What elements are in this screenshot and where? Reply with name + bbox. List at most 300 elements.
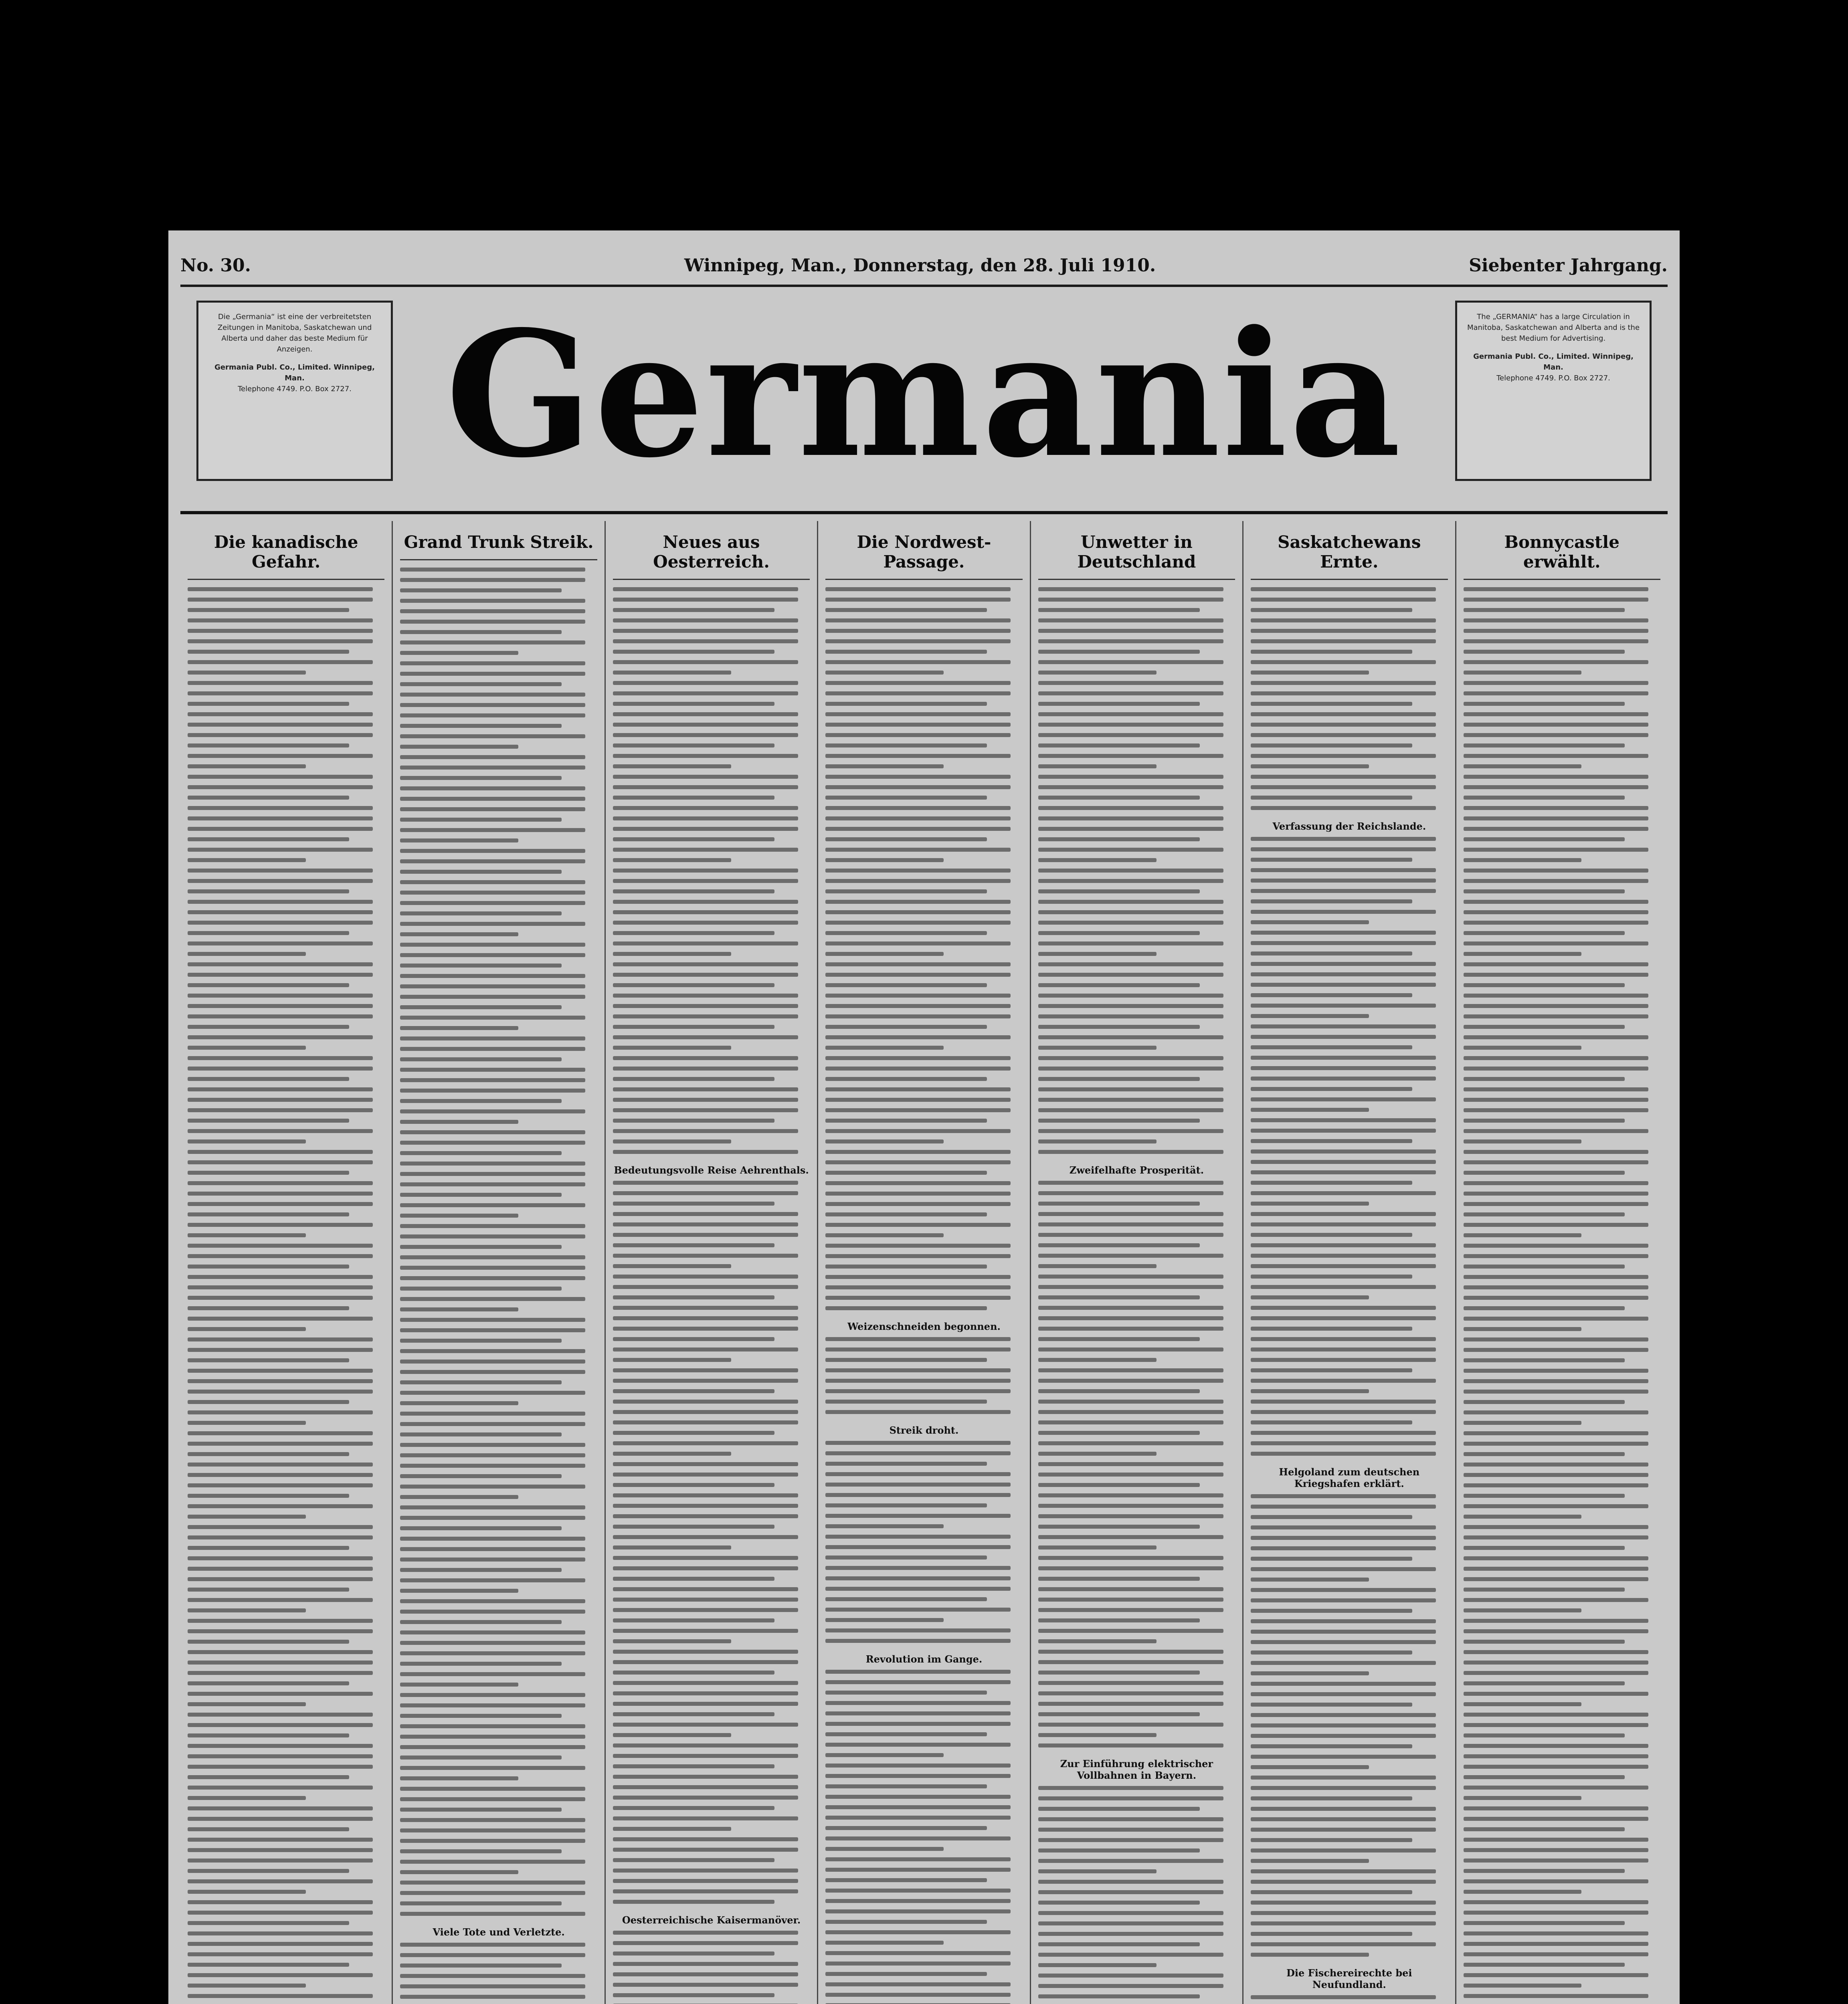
text-line <box>825 1587 1011 1591</box>
text-line <box>1464 1848 1649 1852</box>
text-line <box>825 764 944 768</box>
text-line <box>400 1162 585 1166</box>
text-line <box>825 1889 1011 1893</box>
text-line <box>613 848 798 852</box>
text-line <box>400 1078 585 1082</box>
text-line <box>1251 1901 1436 1905</box>
text-line <box>1038 1389 1200 1393</box>
text-line <box>188 869 373 873</box>
text-line <box>613 1931 798 1935</box>
article-body <box>188 587 384 2004</box>
text-line <box>1251 1650 1412 1655</box>
text-line <box>1251 1505 1436 1509</box>
text-line <box>1464 1546 1625 1550</box>
column-6 <box>1243 521 1456 2004</box>
text-line <box>613 1587 798 1591</box>
text-line <box>613 1327 798 1331</box>
text-line <box>1251 1890 1412 1894</box>
text-line <box>825 921 1011 925</box>
text-line <box>1251 1129 1436 1133</box>
text-line <box>1464 1483 1649 1487</box>
text-line <box>613 1473 798 1477</box>
text-line <box>188 608 349 612</box>
text-line <box>1251 1494 1436 1498</box>
text-line <box>1038 1368 1223 1372</box>
text-line <box>825 848 1011 852</box>
text-line <box>825 1192 1011 1196</box>
text-line <box>1464 1504 1649 1508</box>
text-line <box>1038 691 1223 695</box>
text-line <box>613 1181 798 1185</box>
text-line <box>188 733 373 737</box>
text-line <box>1251 941 1436 945</box>
text-line <box>400 1266 585 1270</box>
text-line <box>1464 1192 1649 1196</box>
left-info-text: Die „Germania“ ist eine der verbreitetsten Zeitungen in Manitoba, Saskatchewan und Alberta und daher das beste Medium für Anzeigen. <box>217 313 372 354</box>
text-line <box>1251 910 1436 914</box>
text-line <box>188 1139 306 1143</box>
text-line <box>188 1890 306 1894</box>
text-line <box>188 1733 349 1737</box>
text-line <box>613 983 774 987</box>
text-line <box>400 703 585 707</box>
article-body <box>613 1931 810 2004</box>
text-line <box>1251 1671 1369 1675</box>
text-line <box>613 1222 798 1226</box>
left-info-publisher: Germania Publ. Co., Limited. Winnipeg, Man. <box>214 363 375 382</box>
text-line <box>1251 1420 1412 1424</box>
text-line <box>188 743 349 747</box>
text-line <box>188 1129 373 1133</box>
text-line <box>188 1358 349 1362</box>
text-line <box>1038 1681 1223 1685</box>
text-line <box>613 1441 798 1445</box>
text-line <box>188 1681 349 1685</box>
text-line <box>1464 1608 1582 1612</box>
text-line <box>188 827 373 831</box>
text-line <box>1251 1723 1436 1727</box>
text-line <box>1038 1295 1200 1299</box>
text-line <box>1464 1515 1582 1519</box>
text-line <box>825 1639 1011 1643</box>
text-line <box>1464 671 1582 675</box>
text-line <box>825 1296 1011 1300</box>
text-line <box>188 1556 373 1560</box>
subheading: Viele Tote und Verletzte. <box>433 1926 565 1938</box>
text-line <box>1251 868 1436 872</box>
text-line <box>1038 660 1223 664</box>
text-line <box>188 702 349 706</box>
text-line <box>613 1879 798 1883</box>
text-line <box>400 1380 562 1384</box>
text-line <box>825 1441 1011 1445</box>
text-line <box>613 1129 798 1133</box>
issue-number: No. 30. <box>180 255 251 276</box>
text-line <box>613 1212 798 1216</box>
text-line <box>613 931 774 935</box>
text-line <box>400 578 585 582</box>
text-line <box>1038 1838 1223 1842</box>
text-line <box>400 1464 585 1468</box>
text-line <box>1251 1546 1436 1550</box>
text-line <box>188 1265 349 1269</box>
text-line <box>400 1693 585 1697</box>
text-line <box>400 1057 562 1061</box>
text-line <box>188 1233 306 1237</box>
text-line <box>1038 764 1157 768</box>
text-line <box>1038 1796 1223 1800</box>
text-line <box>1251 837 1436 841</box>
text-line <box>1251 1275 1412 1279</box>
text-line <box>1038 754 1223 758</box>
text-line <box>1251 1004 1436 1008</box>
text-line <box>1464 618 1649 622</box>
text-line <box>825 1878 987 1882</box>
text-line <box>188 1713 373 1717</box>
text-line <box>1464 702 1625 706</box>
right-info-publisher: Germania Publ. Co., Limited. Winnipeg, Man. <box>1473 352 1634 372</box>
text-line <box>825 1379 1011 1383</box>
text-line <box>825 1108 1011 1112</box>
text-line <box>1038 1880 1223 1884</box>
text-line <box>1038 869 1223 873</box>
text-line <box>1464 1838 1649 1842</box>
text-line <box>1464 1212 1625 1216</box>
text-line <box>400 932 518 936</box>
text-line <box>825 1514 1011 1518</box>
text-line <box>825 1576 1011 1580</box>
text-line <box>188 994 373 998</box>
text-line <box>613 1285 798 1289</box>
text-line <box>188 1911 373 1915</box>
text-line <box>1251 1222 1436 1226</box>
text-line <box>188 1421 306 1425</box>
text-line <box>400 891 585 895</box>
text-line <box>613 869 798 873</box>
text-line <box>1251 1557 1412 1561</box>
text-line <box>400 1151 562 1155</box>
text-line <box>1038 879 1223 883</box>
text-line <box>400 922 585 926</box>
text-line <box>825 1202 1011 1206</box>
text-line <box>1038 1254 1223 1258</box>
text-line <box>1038 1723 1223 1727</box>
text-line <box>1038 1712 1200 1716</box>
text-line <box>613 827 798 831</box>
text-line <box>613 671 731 675</box>
text-line <box>188 973 373 977</box>
text-line <box>188 1004 373 1008</box>
text-line <box>1464 1994 1649 1998</box>
headline: Die Nordwest-Passage. <box>825 532 1022 580</box>
text-line <box>188 1869 349 1873</box>
text-line <box>1464 1139 1582 1143</box>
text-line <box>1038 743 1200 747</box>
text-line <box>613 1119 774 1123</box>
text-line <box>1038 1181 1223 1185</box>
text-line <box>400 911 562 915</box>
text-line <box>188 1827 349 1831</box>
text-line <box>400 870 562 874</box>
text-line <box>1464 1494 1625 1498</box>
text-line <box>613 1723 798 1727</box>
text-line <box>400 1578 585 1582</box>
text-line <box>825 1524 944 1528</box>
text-line <box>400 620 585 624</box>
text-line <box>188 1035 373 1039</box>
text-line <box>613 1306 798 1310</box>
text-line <box>1464 629 1649 633</box>
text-line <box>1464 1733 1625 1737</box>
text-line <box>188 1483 373 1487</box>
article-body <box>613 587 810 1154</box>
text-line <box>188 1994 373 1998</box>
text-line <box>1038 1410 1223 1414</box>
text-line <box>400 964 562 968</box>
text-line <box>1251 1609 1412 1613</box>
text-line <box>1251 1181 1412 1185</box>
text-line <box>1464 1223 1649 1227</box>
text-line <box>400 630 562 634</box>
text-line <box>613 1598 798 1602</box>
text-line <box>188 1296 373 1300</box>
text-line <box>825 973 1011 977</box>
text-line <box>1464 1535 1649 1539</box>
text-line <box>1038 1222 1223 1226</box>
text-line <box>1038 1285 1223 1289</box>
text-line <box>400 995 585 999</box>
text-line <box>188 1629 373 1633</box>
text-line <box>1251 1755 1436 1759</box>
text-line <box>188 1546 349 1550</box>
text-line <box>613 1972 798 1976</box>
text-line <box>188 1702 306 1706</box>
text-line <box>1038 1535 1223 1539</box>
text-line <box>613 1233 798 1237</box>
text-line <box>400 1735 585 1739</box>
text-line <box>1038 1035 1223 1039</box>
text-line <box>613 660 798 664</box>
headline: Unwetter in Deutschland <box>1038 532 1235 580</box>
text-line <box>1464 1077 1625 1081</box>
text-line <box>825 1150 1011 1154</box>
text-line <box>1038 1817 1223 1821</box>
headline: Neues aus Oesterreich. <box>613 532 810 580</box>
text-line <box>613 1869 798 1873</box>
text-line <box>188 941 373 945</box>
text-line <box>825 1722 1011 1726</box>
text-line <box>400 859 585 863</box>
text-line <box>400 880 585 884</box>
text-line <box>613 1993 774 1997</box>
text-line <box>1038 1556 1223 1560</box>
article-body <box>825 1337 1022 1414</box>
text-line <box>1038 587 1223 591</box>
text-line <box>188 1984 306 1988</box>
text-line <box>825 1597 987 1601</box>
text-line <box>1038 837 1200 841</box>
headline: Grand Trunk Streik. <box>400 532 597 560</box>
text-line <box>188 1942 373 1946</box>
text-line <box>1251 1880 1436 1884</box>
text-line <box>1464 1963 1625 1967</box>
text-line <box>825 983 987 987</box>
subheading: Revolution im Gange. <box>865 1653 983 1665</box>
text-line <box>400 1172 585 1176</box>
text-line <box>825 1077 987 1081</box>
article-body <box>1251 587 1448 810</box>
text-line <box>825 1868 1011 1872</box>
text-line <box>1038 1691 1223 1695</box>
text-line <box>400 1401 518 1405</box>
text-line <box>1038 827 1223 831</box>
text-line <box>400 1120 518 1124</box>
text-line <box>613 1077 774 1081</box>
text-line <box>188 1442 373 1446</box>
text-line <box>1251 1024 1436 1028</box>
text-line <box>1038 733 1223 737</box>
text-line <box>400 1005 562 1009</box>
text-line <box>613 785 798 789</box>
text-line <box>613 733 798 737</box>
text-line <box>188 629 373 633</box>
text-line <box>613 952 731 956</box>
text-line <box>188 1087 373 1091</box>
text-line <box>400 1641 585 1645</box>
text-line <box>1038 806 1223 810</box>
text-line <box>1251 691 1436 695</box>
article-body <box>613 1181 810 1904</box>
text-line <box>613 1046 731 1050</box>
text-line <box>825 785 1011 789</box>
text-line <box>1038 1108 1223 1112</box>
text-line <box>1038 1639 1157 1643</box>
text-line <box>400 1870 518 1874</box>
text-line <box>1038 1264 1157 1268</box>
text-line <box>1038 1119 1200 1123</box>
text-line <box>1038 1056 1223 1060</box>
text-line <box>825 1472 1011 1476</box>
text-line <box>1251 712 1436 716</box>
masthead-rule <box>180 511 1668 514</box>
text-line <box>825 1004 1011 1008</box>
text-line <box>400 1599 585 1603</box>
text-line <box>188 1608 306 1612</box>
text-line <box>825 796 987 800</box>
text-line <box>1038 1963 1157 1967</box>
text-line <box>1464 1754 1649 1758</box>
text-line <box>1038 775 1223 779</box>
text-line <box>825 1680 1011 1684</box>
text-line <box>188 1275 373 1279</box>
text-line <box>188 1775 349 1779</box>
text-line <box>613 1629 798 1633</box>
text-line <box>825 650 987 654</box>
newspaper-page <box>168 230 1680 2004</box>
text-line <box>825 1608 1011 1612</box>
text-line <box>1038 941 1223 945</box>
text-line <box>188 1379 373 1383</box>
text-line <box>1251 796 1412 800</box>
text-line <box>825 608 987 612</box>
text-line <box>825 1618 944 1622</box>
text-line <box>1464 1723 1649 1727</box>
text-line <box>188 712 373 716</box>
text-line <box>1251 1358 1436 1362</box>
text-line <box>1464 1035 1649 1039</box>
text-line <box>188 764 306 768</box>
text-line <box>825 1056 1011 1060</box>
text-line <box>400 1891 585 1895</box>
text-line <box>1464 900 1649 904</box>
text-line <box>188 1525 373 1529</box>
text-line <box>1464 598 1649 602</box>
text-line <box>825 1556 987 1560</box>
text-line <box>825 639 1011 643</box>
text-line <box>1464 889 1625 893</box>
text-line <box>613 1483 774 1487</box>
text-line <box>400 1630 585 1634</box>
text-line <box>1464 1806 1649 1810</box>
text-line <box>1038 1786 1223 1790</box>
text-line <box>825 1764 1011 1768</box>
text-line <box>613 1347 798 1351</box>
text-line <box>188 1431 373 1435</box>
text-line <box>400 1526 562 1530</box>
text-line <box>1464 1348 1649 1352</box>
text-line <box>188 858 306 862</box>
text-line <box>1464 650 1625 654</box>
text-line <box>1038 1566 1223 1570</box>
text-line <box>1251 1379 1436 1383</box>
text-line <box>825 1951 1011 1955</box>
text-line <box>613 1493 798 1497</box>
text-line <box>1251 1567 1436 1571</box>
text-line <box>1464 1702 1582 1706</box>
text-line <box>1464 1254 1649 1258</box>
text-line <box>188 1192 373 1196</box>
text-line <box>1464 608 1625 612</box>
text-line <box>1464 1640 1625 1644</box>
text-line <box>400 693 585 697</box>
text-line <box>1251 1859 1369 1863</box>
text-line <box>1251 1995 1436 1999</box>
text-line <box>613 1368 798 1372</box>
text-line <box>825 1233 944 1237</box>
text-line <box>400 1683 518 1687</box>
text-line <box>613 1108 798 1112</box>
text-line <box>613 1056 798 1060</box>
text-line <box>400 599 585 603</box>
text-line <box>400 1422 585 1426</box>
text-line <box>1038 1890 1223 1894</box>
column-4 <box>818 521 1031 2004</box>
text-line <box>1251 1619 1436 1623</box>
text-line <box>1464 921 1649 925</box>
text-line <box>400 1568 562 1572</box>
article-body <box>1038 587 1235 1154</box>
text-line <box>825 1535 1011 1539</box>
text-line <box>1251 889 1436 893</box>
text-line <box>1464 1410 1649 1414</box>
text-line <box>1464 1296 1649 1300</box>
text-line <box>400 1995 585 1999</box>
text-line <box>1038 1974 1223 1978</box>
text-line <box>1038 1202 1200 1206</box>
text-line <box>1251 702 1412 706</box>
text-line <box>188 1119 349 1123</box>
text-line <box>613 1087 798 1091</box>
